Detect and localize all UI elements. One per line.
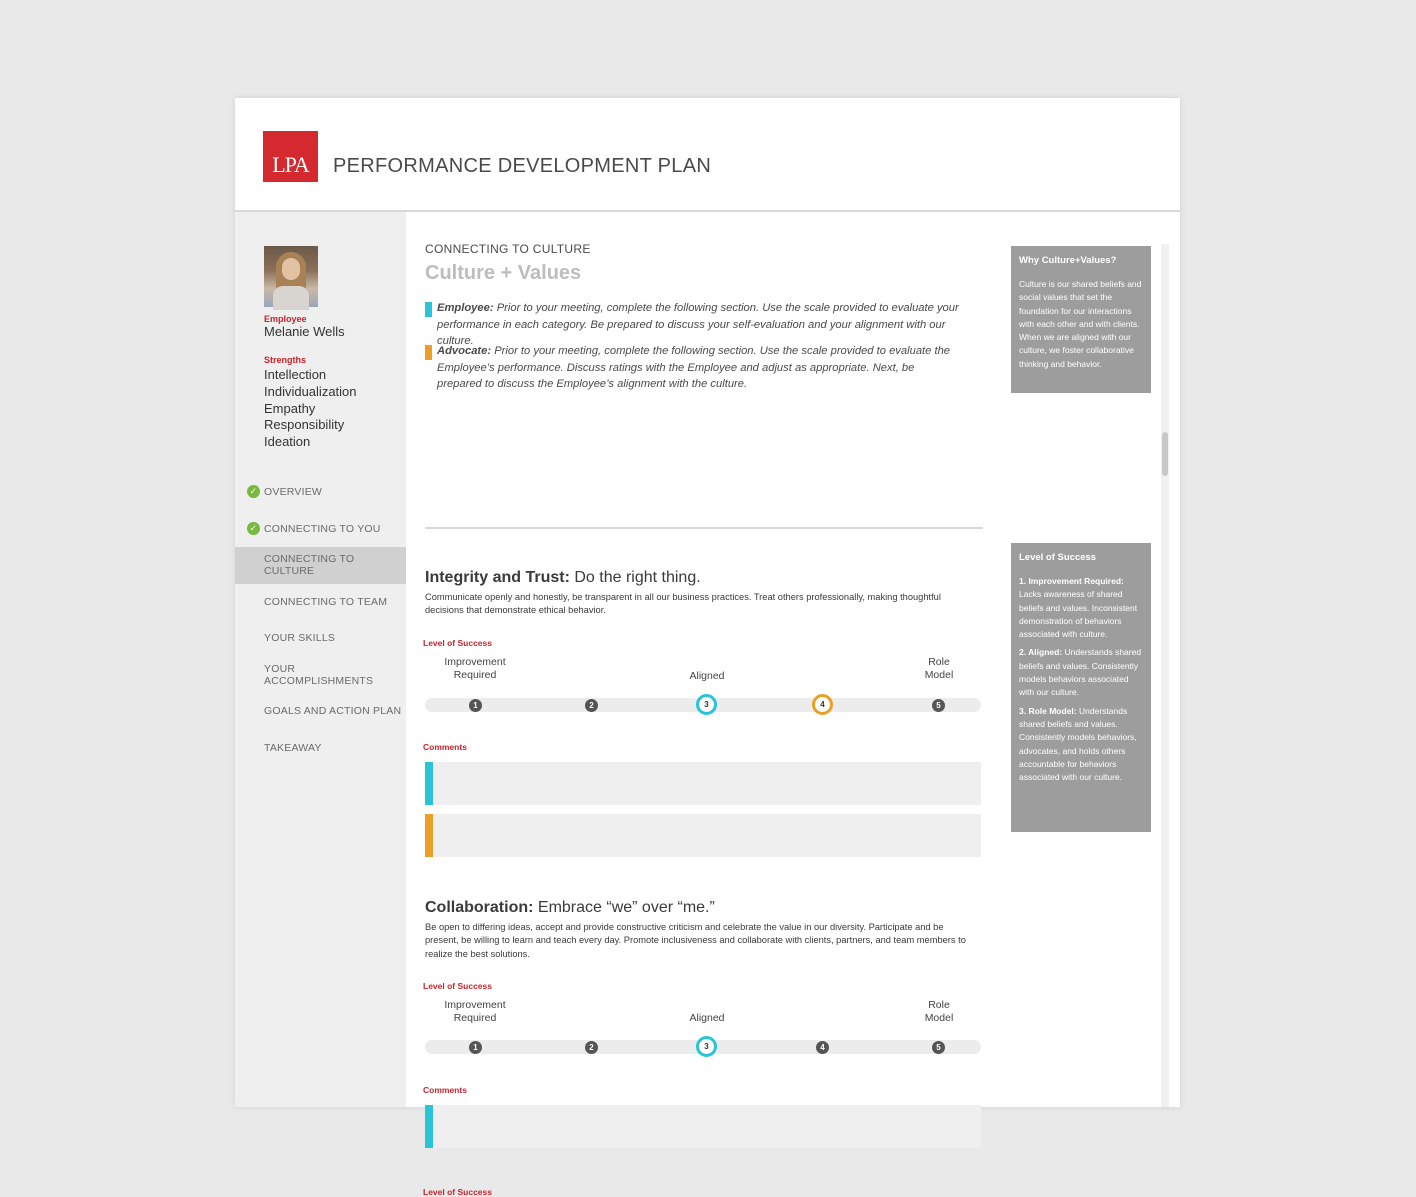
level-definition: 2. Aligned: Understands shared beliefs and values. Consistently models behaviors associated with our culture. (1019, 647, 1142, 698)
advocate-instruction-text: Prior to your meeting, complete the following section. Use the scale provided to evaluate the Employee’s performance. Discuss ratings with the Employee and adjust as appropriate. Next, be prepared to discuss the Employee’s alignment with the culture. (437, 345, 951, 390)
employee-color-bar (425, 302, 432, 317)
nav-item-label: GOALS AND ACTION PLAN (264, 705, 402, 718)
rating-option-5[interactable]: 5 (932, 699, 945, 712)
comments-label: Comments (423, 742, 467, 752)
level-of-success-label: Level of Success (423, 638, 492, 648)
rating-option-2[interactable]: 2 (585, 699, 598, 712)
advocate-instructions (425, 343, 960, 393)
header (235, 98, 1180, 212)
nav-item-connecting-to-culture[interactable] (235, 547, 406, 584)
scrollbar[interactable] (1161, 244, 1169, 1107)
strength-item: Empathy (264, 400, 316, 416)
rating-option-1[interactable]: 1 (469, 699, 482, 712)
nav-item-connecting-to-team[interactable] (235, 584, 406, 621)
competency-description: Communicate openly and honestly, be transparent in all our business practices. Treat others professionally, making thoughtful decisions that demonstrate ethical behavior. (425, 592, 941, 616)
rating-track (425, 1040, 981, 1054)
nav-item-label: YOUR SKILLS (264, 632, 336, 645)
strengths-list (264, 367, 357, 451)
why-culture-panel (1011, 246, 1151, 393)
scale-low-label: Improvement Required (444, 999, 506, 1024)
scale-mid-label: Aligned (689, 1012, 725, 1024)
level-of-success-panel (1011, 543, 1151, 832)
rating-option-4[interactable]: 4 (816, 1041, 829, 1054)
strength-item: Responsibility (264, 417, 345, 433)
page-title: PERFORMANCE DEVELOPMENT PLAN (333, 155, 712, 177)
employee-comment-field[interactable] (425, 762, 981, 805)
rating-option-2[interactable]: 2 (585, 1041, 598, 1054)
section-nav (235, 474, 406, 766)
scale-low-label: Improvement Required (444, 656, 506, 681)
nav-item-label: CONNECTING TO CULTURE (264, 553, 355, 578)
comments-label: Comments (423, 1085, 467, 1095)
level-definition: 1. Improvement Required: Lacks awareness of shared beliefs and values. Inconsistent demonstration of behaviors associated with culture. (1019, 576, 1138, 640)
nav-item-goals-and-action-plan[interactable] (235, 693, 406, 730)
lpa-logo[interactable]: LPA (263, 131, 318, 182)
scale-high-label: Role Model (924, 999, 954, 1024)
employee-label: Employee (264, 314, 307, 324)
panel-title: Why Culture+Values? (1019, 255, 1117, 266)
advocate-role: Advocate: (437, 345, 492, 357)
nav-item-label: YOUR ACCOMPLISHMENTS (264, 662, 374, 687)
divider (425, 527, 983, 529)
rating-track (425, 698, 981, 712)
strength-item: Ideation (264, 434, 311, 450)
employee-accent (425, 1105, 433, 1148)
nav-item-takeaway[interactable] (235, 730, 406, 767)
advocate-comment-field[interactable] (425, 814, 981, 857)
competency-title: Collaboration: Embrace “we” over “me.” (425, 899, 715, 916)
strengths-label: Strengths (264, 355, 307, 365)
avatar (264, 246, 318, 307)
employee-name: Melanie Wells (264, 324, 345, 339)
nav-item-overview[interactable] (235, 474, 406, 511)
employee-role: Employee: (437, 302, 494, 314)
nav-item-your-accomplishments[interactable] (235, 657, 406, 694)
rating-option-3-employee-selected[interactable]: 3 (696, 1036, 717, 1057)
competency-title: Integrity and Trust: Do the right thing. (425, 569, 701, 586)
rating-option-1[interactable]: 1 (469, 1041, 482, 1054)
employee-comment-field[interactable] (425, 1105, 981, 1148)
section-kicker: CONNECTING TO CULTURE (425, 242, 591, 256)
nav-item-label: CONNECTING TO TEAM (264, 595, 388, 608)
nav-item-label: CONNECTING TO YOU (264, 522, 381, 535)
nav-item-your-skills[interactable] (235, 620, 406, 657)
employee-instruction-text: Prior to your meeting, complete the following section. Use the scale provided to evaluate your performance in each category. Be prepared to discuss your self-evaluation and your alignment with our culture. (437, 302, 959, 347)
section-title: Culture + Values (425, 262, 582, 284)
strength-item: Intellection (264, 367, 327, 382)
rating-option-5[interactable]: 5 (932, 1041, 945, 1054)
strength-item: Individualization (264, 383, 357, 399)
level-of-success-label: Level of Success (423, 1187, 492, 1197)
app-window (235, 98, 1180, 1197)
level-of-success-label: Level of Success (423, 981, 492, 991)
scroll-thumb[interactable] (1162, 432, 1168, 476)
nav-item-connecting-to-you[interactable] (235, 511, 406, 548)
scale-high-label: Role Model (924, 656, 954, 681)
rating-option-4-advocate-selected[interactable]: 4 (812, 694, 833, 715)
employee-accent (425, 762, 433, 805)
checkmark-icon: ✓ (247, 485, 260, 498)
checkmark-icon: ✓ (247, 522, 260, 535)
scale-mid-label: Aligned (689, 670, 725, 682)
nav-item-label: OVERVIEW (264, 486, 323, 499)
sidebar (235, 212, 406, 1107)
nav-item-label: TAKEAWAY (264, 741, 322, 754)
level-definition: 3. Role Model: Understands shared beliefs and values. Consistently models behaviors, advocates, and holds others accountable for behaviors associated with our culture. (1019, 705, 1137, 783)
panel-body: Culture is our shared beliefs and social values that set the foundation for our interactions with each other and with clients. When we are aligned with our culture, we foster collaborative thinking and behavior. (1019, 279, 1142, 369)
rating-option-3-employee-selected[interactable]: 3 (696, 694, 717, 715)
advocate-color-bar (425, 345, 432, 360)
advocate-accent (425, 814, 433, 857)
competency-description: Be open to differing ideas, accept and provide constructive criticism and celebrate the value in our diversity. Participate and be present, be willing to learn and teach every day. Promote inclusiveness and collaborate with clients, partners, and team members to realize the best solutions. (425, 922, 966, 959)
panel-title: Level of Success (1019, 552, 1097, 563)
